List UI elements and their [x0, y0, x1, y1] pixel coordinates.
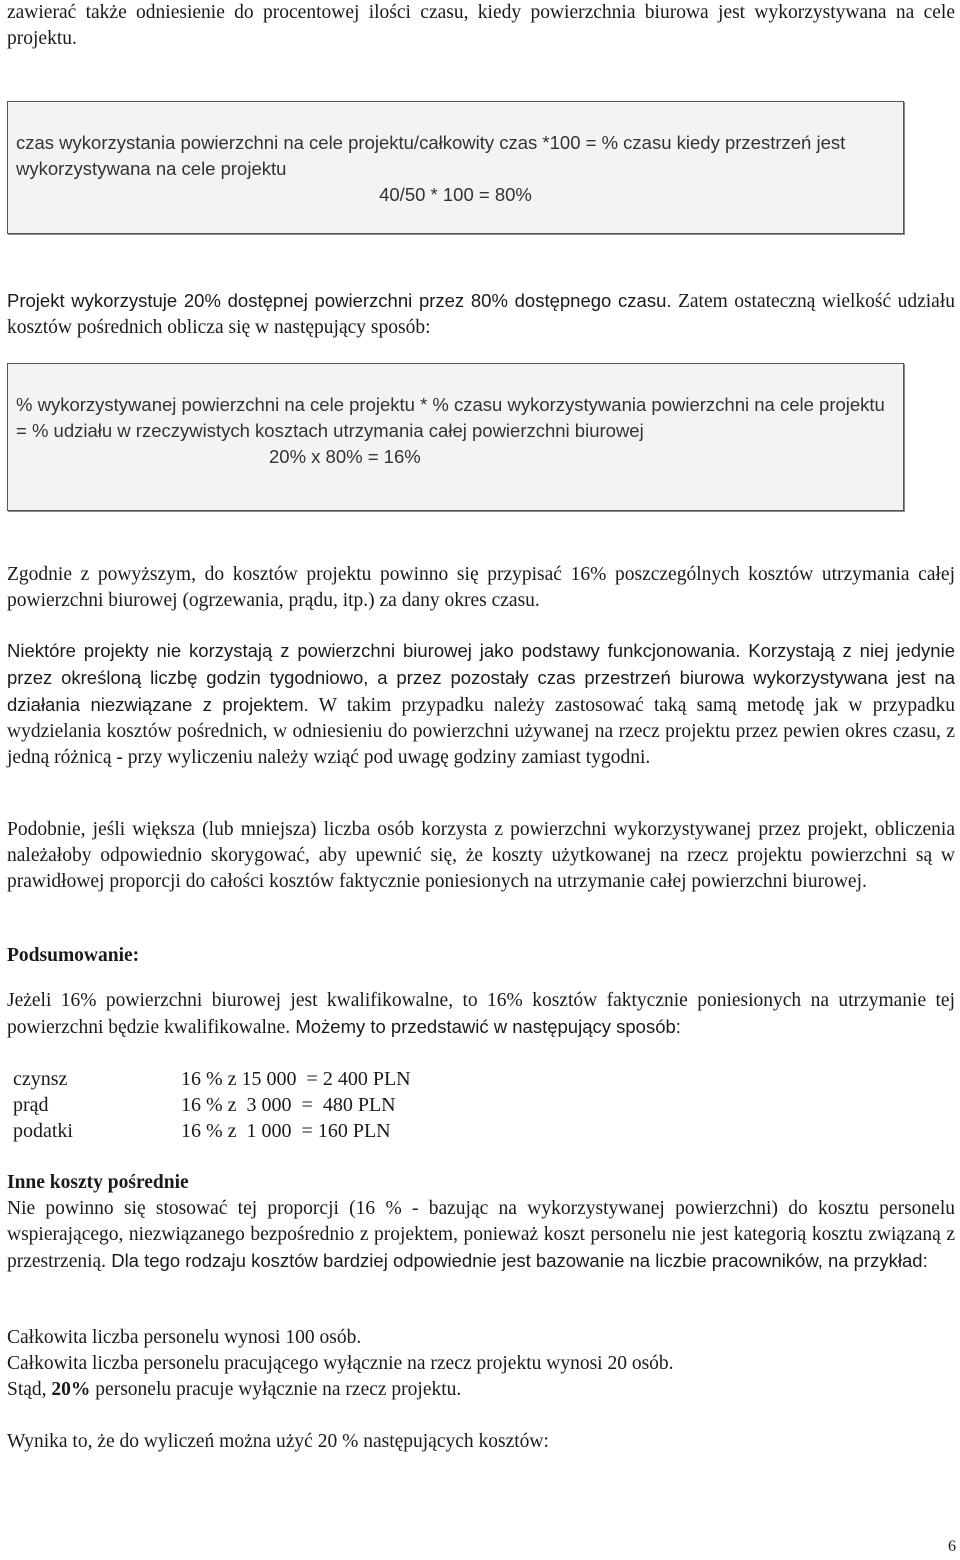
summary-paragraph	[7, 988, 955, 1041]
cost-table	[13, 1066, 411, 1144]
formula-calculation: 20% x 80% = 16%	[269, 446, 421, 467]
project-usage-paragraph	[7, 288, 955, 341]
project-usage-sans-text: Projekt wykorzystuje 20% dostępnej powierzchni przez 80% dostępnego czasu.	[7, 290, 672, 311]
table-row	[13, 1066, 411, 1092]
formula-box-time-share	[7, 101, 904, 234]
project-usage-serif-text: Zatem ostateczną wielkość udziału kosztów pośrednich oblicza się w następujący sposób:	[7, 291, 956, 338]
some-projects-serif-text: W takim przypadku należy zastosować taką samą metodę jak w przypadku wydzielania kosztów pośrednich, w odniesieniu do powierzchni używanej na rzecz projektu przez pewien okres czasu, z jedną różnicą - przy wyliczeniu należy wziąć pod uwagę godziny zamiast tygodni.	[7, 695, 956, 768]
summary-serif-text: Jeżeli 16% powierzchni biurowej jest kwalifikowalne, to 16% kosztów faktycznie poniesionych na utrzymanie tej powierzchni będzie kwalifikowalne.	[7, 990, 955, 1038]
other-costs-paragraph	[7, 1196, 955, 1275]
page-number: 6	[948, 1538, 956, 1555]
formula-box-cost-share	[7, 363, 904, 511]
intro-continuation-paragraph: zawierać także odniesienie do procentowej ilości czasu, kiedy powierzchnia biurowa jest wykorzystywana na cele projektu.	[7, 2, 955, 49]
other-costs-sans-text: Dla tego rodzaju kosztów bardziej odpowiednie jest bazowanie na liczbie pracowników, na przykład:	[106, 1250, 928, 1271]
conclusion-line: Wynika to, że do wyliczeń można użyć 20 % następujących kosztów:	[7, 1431, 549, 1452]
summary-sans-text: Możemy to przedstawić w następujący sposób:	[290, 1016, 681, 1037]
some-projects-paragraph	[7, 638, 955, 771]
staff-hence-line	[7, 1377, 955, 1403]
hence-prefix: Stąd,	[7, 1379, 52, 1400]
cost-name: prąd	[13, 1094, 49, 1116]
cost-name: czynsz	[13, 1068, 68, 1090]
cost-calculation: 16 % z 3 000 = 480 PLN	[181, 1094, 396, 1116]
table-row	[13, 1118, 411, 1144]
staff-project-line: Całkowita liczba personelu pracującego wyłącznie na rzecz projektu wynosi 20 osób.	[7, 1353, 674, 1374]
cost-name: podatki	[13, 1120, 73, 1142]
hence-bold-percent: 20%	[51, 1379, 91, 1400]
similarly-paragraph: Podobnie, jeśli większa (lub mniejsza) liczba osób korzysta z powierzchni wykorzystywanej przez projekt, obliczenia należałoby odpowiednio skorygować, aby upewnić się, że koszty użytkowanej na rzecz projektu powierzchni są w prawidłowej proporcji do całości kosztów faktycznie poniesionych na utrzymanie całej powierzchni biurowej.	[7, 819, 955, 892]
cost-calculation: 16 % z 1 000 = 160 PLN	[181, 1120, 391, 1142]
cost-calculation: 16 % z 15 000 = 2 400 PLN	[181, 1068, 411, 1090]
formula-text: % wykorzystywanej powierzchni na cele projektu * % czasu wykorzystywania powierzchni na cele projektu = % udziału w rzeczywistych kosztach utrzymania całej powierzchni biurowej	[16, 394, 885, 441]
according-paragraph: Zgodnie z powyższym, do kosztów projektu powinno się przypisać 16% poszczególnych kosztów utrzymania całej powierzchni biurowej (ogrzewania, prądu, itp.) za dany okres czasu.	[7, 564, 955, 611]
hence-suffix: personelu pracuje wyłącznie na rzecz projektu.	[90, 1379, 462, 1400]
other-costs-serif-text: Nie powinno się stosować tej proporcji (16 % - bazując na wykorzystywanej powierzchni) do kosztu personelu wspierającego, niezwiązanego bezpośrednio z projektem, ponieważ koszt personelu nie jest kategorią kosztu związaną z przestrzenią.	[7, 1198, 955, 1272]
other-costs-heading: Inne koszty pośrednie	[7, 1172, 189, 1193]
formula-text: czas wykorzystania powierzchni na cele projektu/całkowity czas *100 = % czasu kiedy przestrzeń jest wykorzystywana na cele projektu	[16, 132, 846, 179]
table-row	[13, 1092, 411, 1118]
some-projects-sans-text: Niektóre projekty nie korzystają z powierzchni biurowej jako podstawy funkcjonowania. Korzystają z niej jedynie przez określoną liczbę godzin tygodniowo, a przez pozostały czas przestrzeń biurowa wykorzystywana jest na działania niezwiązane z projektem.	[7, 640, 955, 715]
formula-calculation: 40/50 * 100 = 80%	[379, 184, 532, 205]
summary-heading: Podsumowanie:	[7, 945, 140, 966]
staff-total-line: Całkowita liczba personelu wynosi 100 osób.	[7, 1327, 362, 1348]
